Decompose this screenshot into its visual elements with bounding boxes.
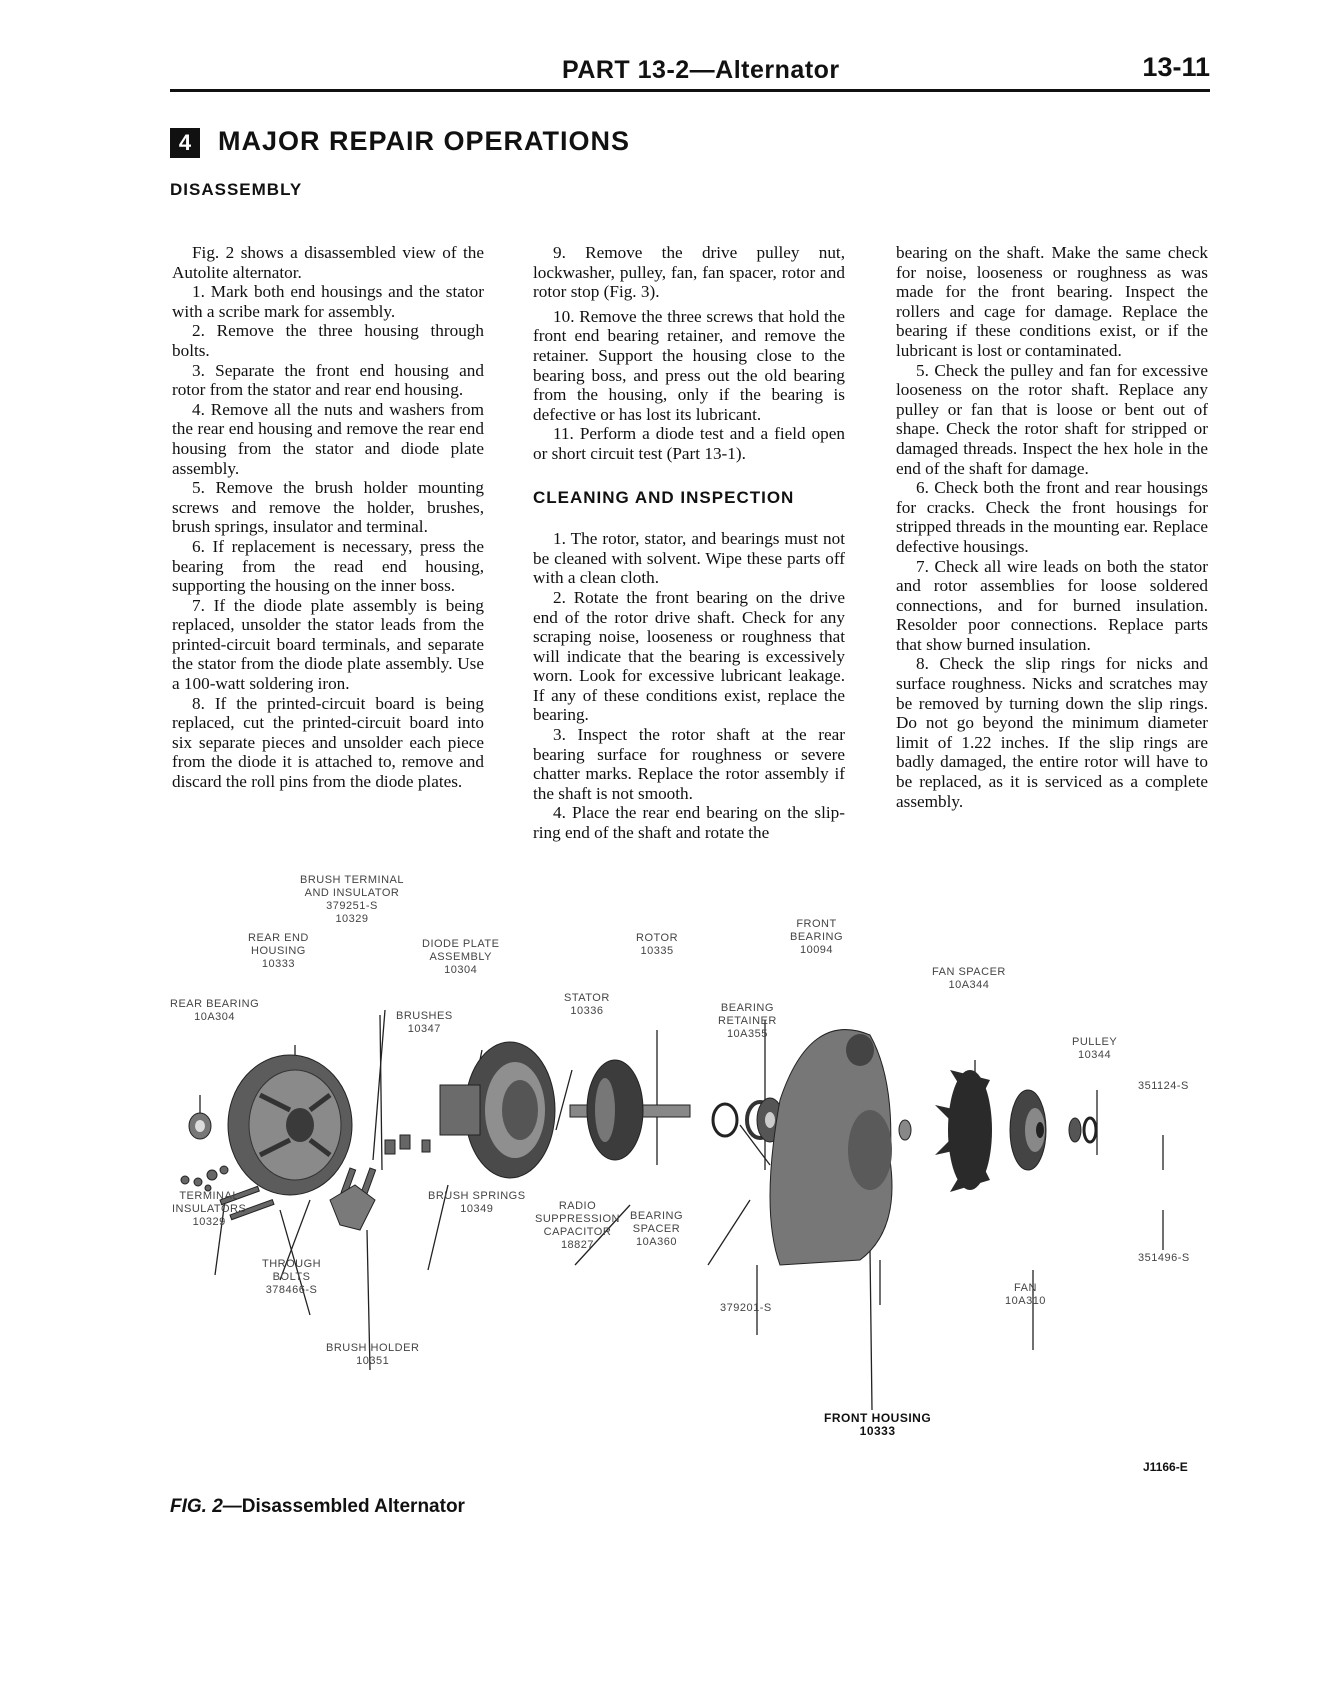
paragraph: 5. Remove the brush holder mounting screws and remove the holder, brushes, brush springs, insulator and terminal.	[172, 478, 484, 537]
part-title: PART 13-2—Alternator	[562, 56, 840, 84]
paragraph: 5. Check the pulley and fan for excessive looseness on the rotor shaft. Replace any pulley or fan that is loose or bent out of shape. Check the rotor shaft for stripped or damaged threads. Inspect the hex hole in the end of the shaft for damage.	[896, 360, 1208, 478]
paragraph: 4. Place the rear end bearing on the slip-ring end of the shaft and rotate the	[533, 803, 845, 843]
paragraph: 1. The rotor, stator, and bearings must not be cleaned with solvent. Wipe these parts off with a clean cloth.	[533, 529, 845, 588]
label-rear-bearing: REAR BEARING 10A304	[170, 998, 260, 1023]
label-stator: STATOR 10336	[564, 992, 610, 1017]
rear-end-housing-part	[228, 1055, 352, 1195]
paragraph: 9. Remove the drive pulley nut, lockwasher, pulley, fan, fan spacer, rotor and rotor stop (Fig. 3).	[533, 243, 845, 302]
paragraph: 3. Separate the front end housing and rotor from the stator and rear end housing.	[172, 360, 484, 400]
pulley-part	[1010, 1090, 1046, 1170]
header-rule	[170, 89, 1210, 92]
label-pulley: PULLEY 10344	[1072, 1036, 1118, 1061]
label-bearing-retainer: BEARING RETAINER 10A355	[718, 1002, 777, 1040]
nut-part	[1069, 1118, 1081, 1142]
disassembly-heading: DISASSEMBLY	[170, 180, 303, 199]
section-number-badge: 4	[170, 128, 200, 158]
label-screw: 379201-S	[720, 1302, 772, 1314]
paragraph: 7. If the diode plate assembly is being replaced, unsolder the stator leads from the printed-circuit board terminals, and separate the stator from the diode plate assembly. Use a 100-watt soldering iron.	[172, 595, 484, 694]
paragraph: 8. If the printed-circuit board is being replaced, cut the printed-circuit board into six separate pieces and unsolder each piece from the diode it is attached to, remove and discard the roll pins from the diode plates.	[172, 693, 484, 792]
alternator-illustration	[160, 930, 1220, 1430]
figure-caption	[170, 1496, 465, 1518]
front-housing-part	[770, 1030, 892, 1265]
column-3	[896, 243, 1208, 811]
caption-prefix: FIG. 2—	[170, 1496, 242, 1517]
paragraph: 10. Remove the three screws that hold the front end bearing retainer, and remove the retainer. Support the housing close to the bearing boss, and press out the old bearing from the housing, only if the bearing is defective or has lost its lubricant.	[533, 306, 845, 424]
column-1	[172, 243, 484, 792]
label-through-bolts: THROUGH BOLTS 378466-S	[262, 1258, 322, 1296]
fan-spacer-part	[899, 1120, 911, 1140]
paragraph: 2. Remove the three housing through bolts.	[172, 321, 484, 360]
label-bearing-spacer: BEARING SPACER 10A360	[630, 1210, 684, 1248]
label-front-housing: FRONT HOUSING 10333	[824, 1411, 932, 1438]
label-rotor: ROTOR 10335	[636, 932, 679, 957]
rear-bearing-part	[189, 1113, 211, 1139]
label-diode-plate: DIODE PLATE ASSEMBLY 10304	[422, 938, 500, 976]
stator-part	[440, 1042, 555, 1178]
paragraph: 3. Inspect the rotor shaft at the rear bearing surface for roughness or severe chatter marks. Replace the rotor assembly if the shaft is not smooth.	[533, 725, 845, 803]
paragraph: 4. Remove all the nuts and washers from the rear end housing and remove the rear end housing from the stator and diode plate assembly.	[172, 399, 484, 478]
cleaning-heading: CLEANING AND INSPECTION	[533, 487, 795, 507]
figure-code: J1166-E	[1143, 1460, 1188, 1474]
label-washer: 351496-S	[1138, 1252, 1190, 1264]
label-nut: 351124-S	[1138, 1080, 1189, 1092]
label-fan: FAN 10A310	[1005, 1282, 1046, 1307]
page-header	[170, 50, 1210, 92]
label-radio-capacitor: RADIO SUPPRESSION CAPACITOR 18827	[535, 1200, 620, 1251]
column-2	[533, 243, 845, 843]
exploded-alternator-figure	[160, 874, 1220, 1438]
label-brush-holder: BRUSH HOLDER 10351	[326, 1342, 420, 1367]
paragraph: 6. If replacement is necessary, press the bearing from the read end housing, supporting the housing on the inner boss.	[172, 536, 484, 596]
paragraph: 6. Check both the front and rear housings for cracks. Check the front housings for stripped threads in the mounting ear. Replace defective housings.	[896, 478, 1208, 556]
fan-part	[935, 1070, 992, 1192]
paragraph: 2. Rotate the front bearing on the drive end of the rotor drive shaft. Check for any scraping noise, looseness or roughness that will indicate that the bearing is excessively worn. Look for excessive lubricant leakage. If any of these conditions exist, replace the bearing.	[533, 587, 845, 725]
paragraph: 11. Perform a diode test and a field open or short circuit test (Part 13-1).	[533, 424, 845, 463]
label-brushes: BRUSHES 10347	[396, 1010, 453, 1035]
caption-text: Disassembled Alternator	[241, 1496, 465, 1517]
paragraph: 7. Check all wire leads on both the stator and rotor assemblies for loose soldered connections, and for burned insulation. Resolder poor connections. Replace parts that show burned insulation.	[896, 556, 1208, 654]
label-brush-springs: BRUSH SPRINGS 10349	[428, 1190, 526, 1215]
paragraph: 1. Mark both end housings and the stator with a scribe mark for assembly.	[172, 282, 484, 321]
section-title: MAJOR REPAIR OPERATIONS	[218, 126, 631, 156]
washer-part	[1084, 1118, 1096, 1142]
label-front-bearing: FRONT BEARING 10094	[790, 918, 844, 956]
label-terminal-insulators: TERMINAL INSULATORS 10329	[172, 1190, 247, 1228]
paragraph: bearing on the shaft. Make the same check for noise, looseness or roughness as was made for the front bearing. Inspect the rollers and cage for damage. Replace the bearing if these conditions exist, or if the lubricant is lost or contaminated.	[896, 243, 1208, 360]
label-fan-spacer: FAN SPACER 10A344	[932, 966, 1006, 991]
page-number: 13-11	[1142, 52, 1210, 82]
rotor-part	[570, 1060, 690, 1160]
label-rear-end-housing: REAR END HOUSING 10333	[248, 932, 309, 970]
label-brush-terminal: BRUSH TERMINAL AND INSULATOR 379251-S 10329	[300, 874, 404, 925]
paragraph: 8. Check the slip rings for nicks and surface roughness. Nicks and scratches may be removed by turning down the slip rings. Do not go beyond the minimum diameter limit of 1.22 inches. If the slip rings are badly damaged, the entire rotor will have to be replaced, as it is serviced as a complete assembly.	[896, 654, 1208, 811]
paragraph: Fig. 2 shows a disassembled view of the Autolite alternator.	[172, 243, 484, 282]
